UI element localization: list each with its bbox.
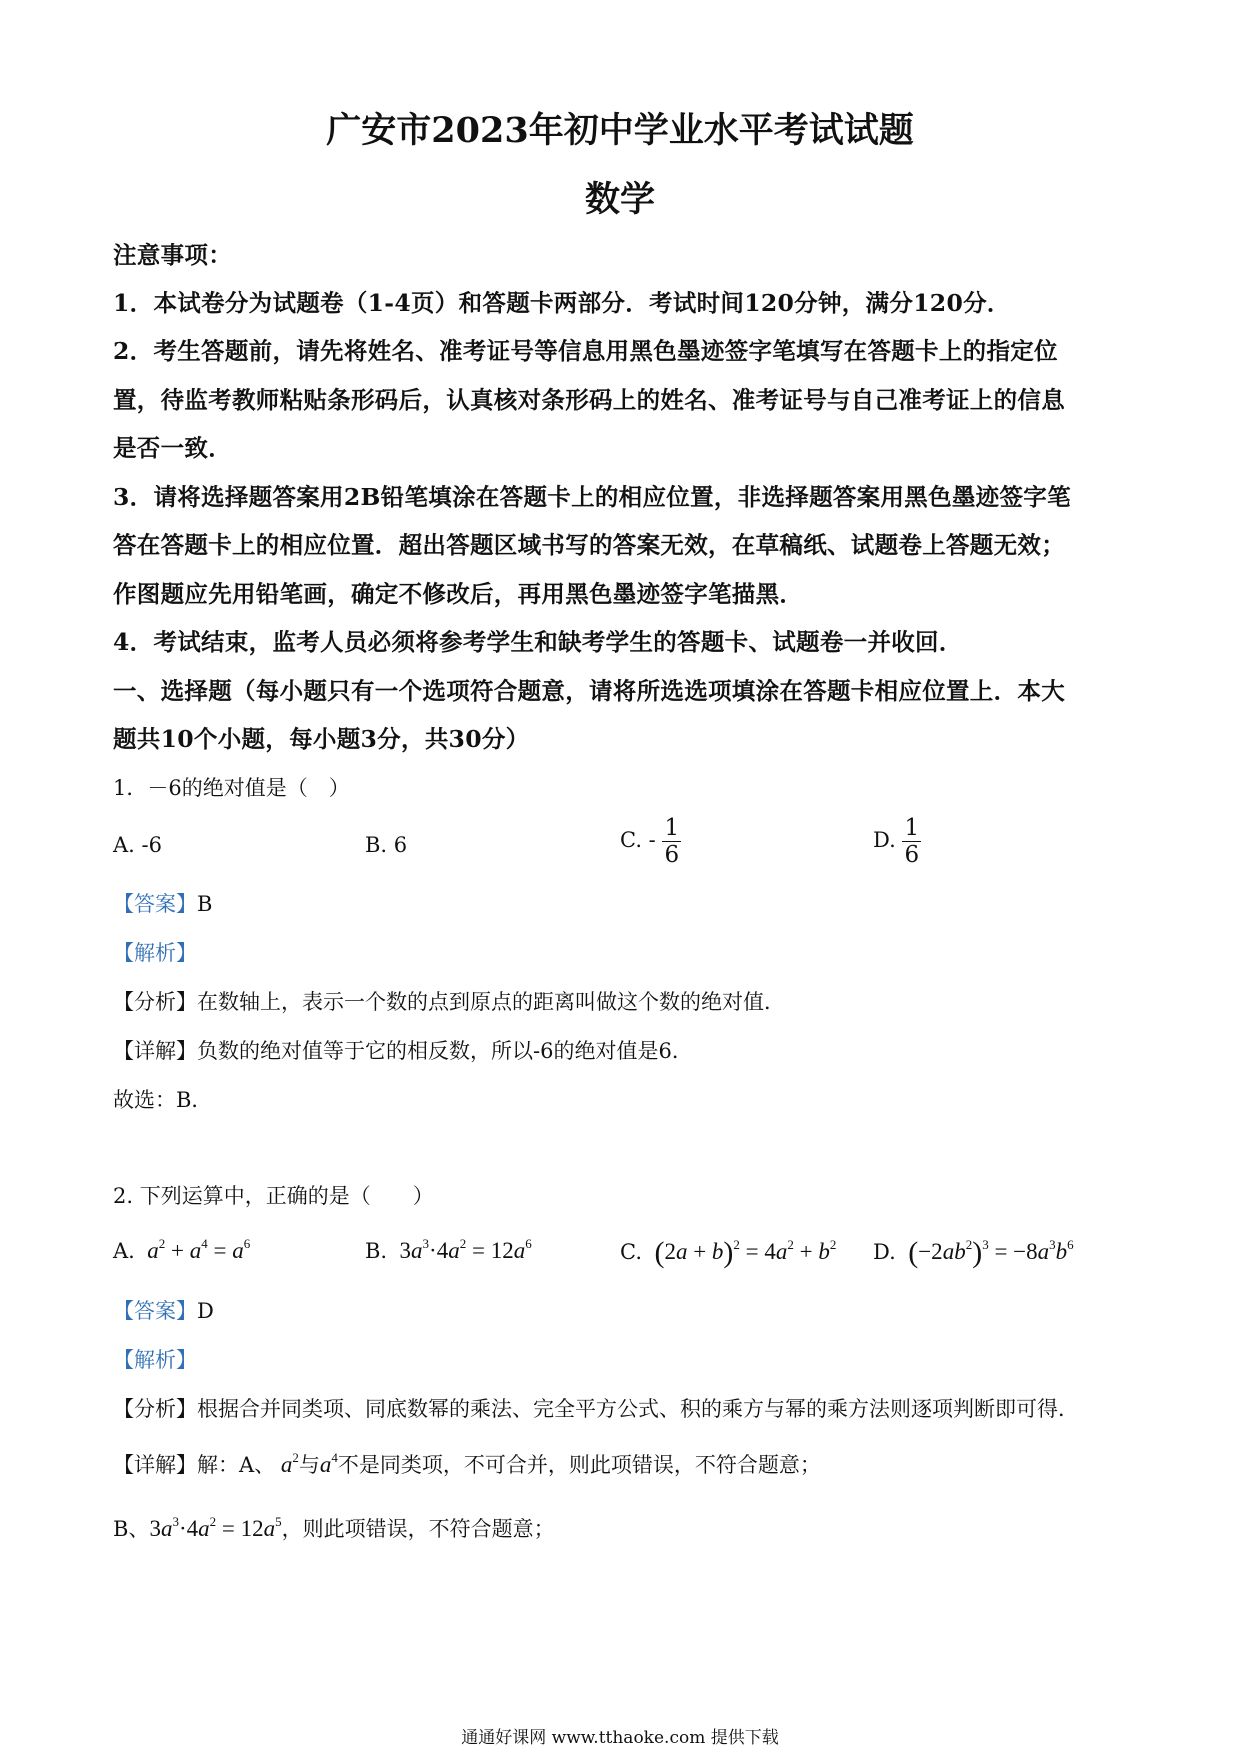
q2-option-a-label: A. (113, 1239, 135, 1263)
notes-item-3-line-1: 3．请将选择题答案用2B铅笔填涂在答题卡上的相应位置，非选择题答案用黑色墨迹签字笔 (113, 483, 1071, 511)
page-footer: 通通好课网 www.tthaoke.com 提供下载 (461, 1728, 779, 1748)
notes-heading: 注意事项： (113, 241, 232, 269)
xiangjie-text: 负数的绝对值等于它的相反数，所以-6的绝对值是6． (197, 1039, 693, 1063)
q1-option-b: B. 6 (365, 833, 408, 857)
xiangjie-suffix: 不是同类项，不可合并，则此项错误，不符合题意； (337, 1453, 821, 1477)
xiangjie-mid: 与 (298, 1453, 320, 1477)
notes-item-2-line-2: 置，待监考教师粘贴条形码后，认真核对条形码上的姓名、准考证号与自己准考证上的信息 (113, 386, 1065, 414)
q1-option-d (873, 815, 921, 868)
notes-item-4: 4．考试结束，监考人员必须将参考学生和缺考学生的答题卡、试题卷一并收回． (113, 628, 963, 656)
xiangjie-formula-a4: $a^4$ (319, 1450, 338, 1477)
exam-title: 广安市2023年初中学业水平考试试题 (326, 110, 914, 151)
q1-answer (113, 888, 1133, 918)
q2-option-c-formula: $(2a + b)^2 = 4a^2 + b^2$ (654, 1236, 837, 1269)
exam-subject: 数学 (584, 179, 655, 220)
q1-option-c-label: C. - (620, 828, 656, 852)
fraction-numerator: 1 (904, 815, 920, 841)
fenxi-tag: 【分析】 (113, 990, 197, 1014)
answer-tag: 【答案】 (113, 892, 197, 916)
fraction-denominator: 6 (904, 842, 920, 868)
fraction-numerator: 1 (664, 815, 680, 841)
q1-option-a: A. -6 (113, 833, 162, 857)
q1-analysis-tag: 【解析】 (113, 941, 197, 965)
q2-option-c (620, 1236, 836, 1270)
q2-option-a-formula: $a^2 + a^4 = a^6$ (141, 1236, 251, 1263)
q2-option-a (113, 1236, 250, 1264)
q2-option-d-formula: $(-2ab^2)^3 = -8a^3b^6$ (908, 1236, 1074, 1269)
q1-option-c (620, 815, 681, 868)
answer-value: B (197, 892, 213, 916)
fenxi-text: 根据合并同类项、同底数幂的乘法、完全平方公式、积的乘方与幂的乘方法则逐项判断即可得． (197, 1397, 1079, 1421)
b-suffix: ，则此项错误，不符合题意； (281, 1517, 555, 1541)
q2-stem: 2. 下列运算中，正确的是（ ） (113, 1184, 434, 1208)
q2-xiangjie (113, 1449, 1133, 1479)
q1-xiangjie (113, 1035, 1133, 1065)
notes-item-3-line-3: 作图题应先用铅笔画，确定不修改后，再用黑色墨迹签字笔描黑． (113, 580, 804, 608)
xiangjie-prefix: 解：A、 (197, 1453, 276, 1477)
q2-option-b (365, 1236, 532, 1264)
notes-item-1: 1．本试卷分为试题卷（1-4页）和答题卡两部分．考试时间120分钟，满分120分． (113, 289, 1011, 317)
q1-fenxi (113, 986, 1133, 1016)
notes-item-2-line-1: 2．考生答题前，请先将姓名、准考证号等信息用黑色墨迹签字笔填写在答题卡上的指定位 (113, 337, 1058, 365)
xiangjie-tag: 【详解】 (113, 1453, 197, 1477)
notes-item-2-line-3: 是否一致． (113, 434, 232, 462)
q1-conclusion: 故选：B． (113, 1088, 213, 1112)
q2-analysis-tag: 【解析】 (113, 1348, 197, 1372)
b-prefix: B、 (113, 1517, 150, 1541)
q2-option-b-label: B. (365, 1239, 388, 1263)
q2-option-d (873, 1236, 1074, 1270)
q2-fenxi (113, 1393, 1133, 1423)
fenxi-text: 在数轴上，表示一个数的点到原点的距离叫做这个数的绝对值． (197, 990, 785, 1014)
xiangjie-formula-a2: $a^2$ (275, 1450, 299, 1477)
fraction-denominator: 6 (664, 842, 680, 868)
section-1-heading-line-2: 题共10个小题，每小题3分，共30分） (113, 725, 530, 753)
q2-option-b-explanation (113, 1513, 1133, 1543)
q1-option-d-label: D. (873, 828, 896, 852)
fenxi-tag: 【分析】 (113, 1397, 197, 1421)
q2-option-d-label: D. (873, 1240, 896, 1264)
xiangjie-tag: 【详解】 (113, 1039, 197, 1063)
answer-tag: 【答案】 (113, 1299, 197, 1323)
answer-value: D (197, 1299, 214, 1323)
q1-option-c-fraction (662, 815, 681, 868)
section-1-heading-line-1: 一、选择题（每小题只有一个选项符合题意，请将所选选项填涂在答题卡相应位置上．本大 (113, 677, 1065, 705)
q2-option-c-label: C. (620, 1240, 642, 1264)
b-formula: $3a^3\cdot 4a^2 = 12a^5$ (149, 1514, 282, 1541)
q1-option-d-fraction (902, 815, 921, 868)
notes-item-3-line-2: 答在答题卡上的相应位置．超出答题区域书写的答案无效，在草稿纸、试题卷上答题无效； (113, 531, 1065, 559)
q1-stem: 1．－6的绝对值是（ ） (113, 776, 350, 800)
q2-option-b-formula: $3a^3\cdot 4a^2 = 12a^6$ (399, 1236, 532, 1263)
q2-answer (113, 1295, 1133, 1325)
